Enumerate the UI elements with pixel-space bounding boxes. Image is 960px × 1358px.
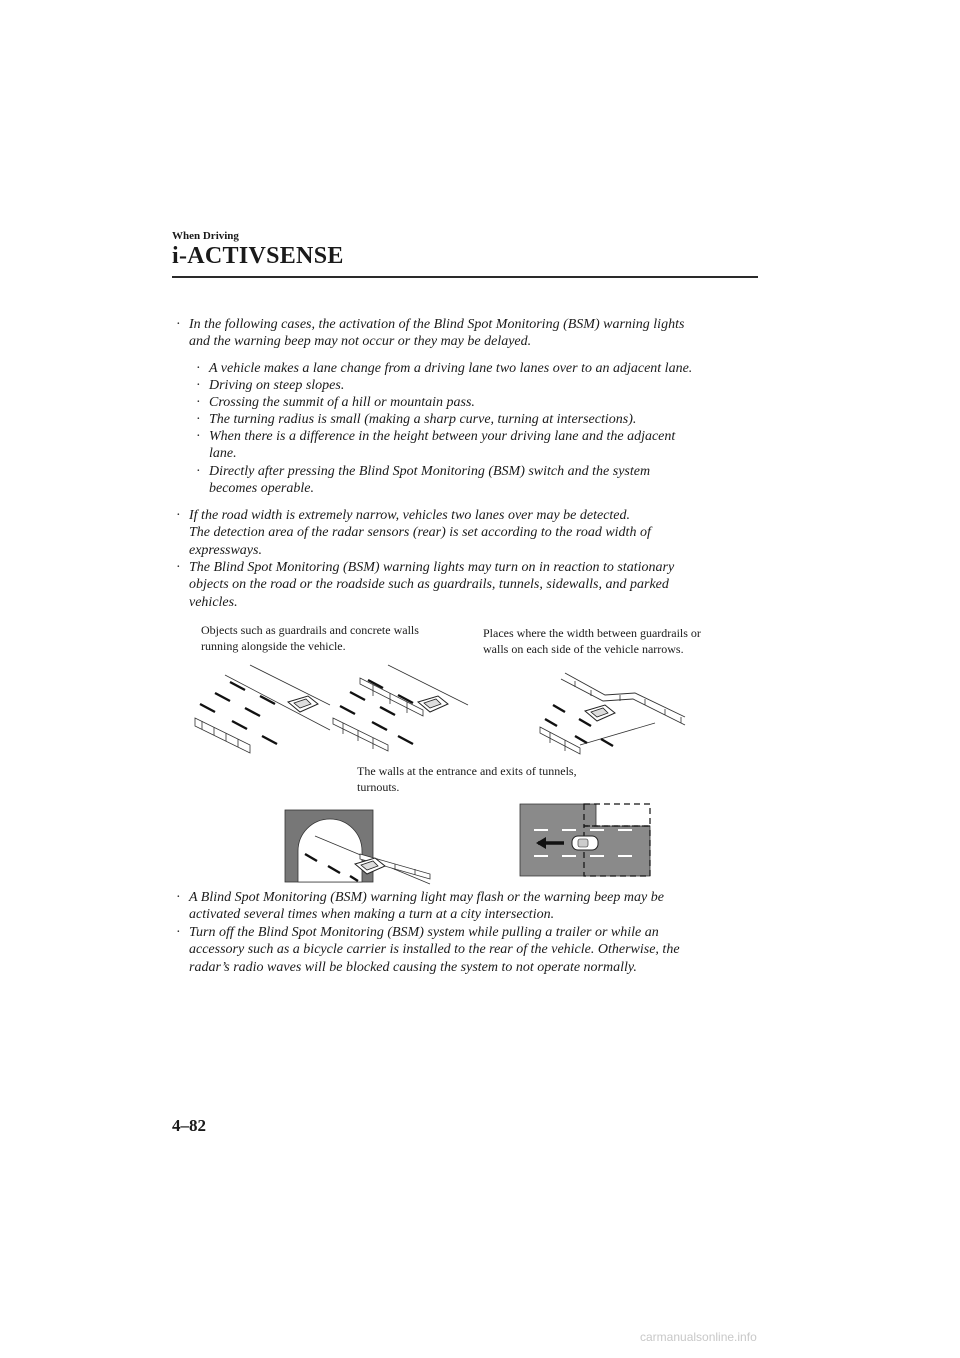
watermark-link[interactable]: carmanualsonline.info (640, 1330, 757, 1344)
car-icon (585, 705, 615, 721)
tunnel-illustration (280, 806, 435, 886)
page-title: i-ACTIVSENSE (172, 243, 344, 269)
bullet-trailer-warning: · Turn off the Blind Spot Monitoring (BSM) system while pulling a trailer or while an accessory such as a bicycle carrier is installed to the rear of the vehicle. Otherwise, the radar’s radio waves will be blocked causing the system to not operate normally. (176, 925, 680, 975)
bullet-road-width: · If the road width is extremely narrow, vehicles two lanes over may be detected. The detection area of the radar sensors (rear) is set according to the road width of expressways. (176, 508, 651, 558)
road-wall-illustration (190, 660, 330, 755)
caption-tunnels: The walls at the entrance and exits of tunnels, turnouts. (357, 764, 577, 794)
road-narrowing-illustration (535, 665, 690, 755)
sub-bullet-height-difference: · When there is a difference in the height between your driving lane and the adjacent lane. (196, 429, 676, 462)
turnout-topview-illustration (518, 800, 653, 878)
bullet-activation-delayed: · In the following cases, the activation of the Blind Spot Monitoring (BSM) warning lights and the warning beep may not occur or they may be delayed. (176, 317, 685, 350)
sub-bullet-switch-pressed: · Directly after pressing the Blind Spot Monitoring (BSM) switch and the system becomes operable. (196, 464, 651, 497)
header-rule (172, 276, 758, 278)
section-label: When Driving (172, 230, 239, 242)
caption-narrowing: Places where the width between guardrails or walls on each side of the vehicle narrows. (483, 626, 701, 656)
sub-bullet-hill-summit: · Crossing the summit of a hill or mountain pass. (196, 395, 475, 410)
sub-bullet-steep-slopes: · Driving on steep slopes. (196, 378, 345, 393)
page-number: 4–82 (172, 1116, 206, 1135)
sub-bullet-lane-change: · A vehicle makes a lane change from a driving lane two lanes over to an adjacent lane. (196, 361, 693, 376)
bullet-stationary-objects: · The Blind Spot Monitoring (BSM) warning lights may turn on in reaction to stationary objects on the road or the roadside such as guardrails, tunnels, sidewalls, and parked vehicles. (176, 560, 675, 610)
bullet-city-intersection: · A Blind Spot Monitoring (BSM) warning light may flash or the warning beep may be activated several times when making a turn at a city intersection. (176, 890, 664, 923)
car-icon (288, 696, 318, 712)
bullet-dot: · (176, 317, 181, 332)
road-guardrail-illustration (328, 660, 468, 755)
caption-guardrails: Objects such as guardrails and concrete walls running alongside the vehicle. (201, 623, 419, 653)
car-topview-icon (572, 836, 598, 850)
sub-bullet-turning-radius: · The turning radius is small (making a sharp curve, turning at intersections). (196, 412, 637, 427)
